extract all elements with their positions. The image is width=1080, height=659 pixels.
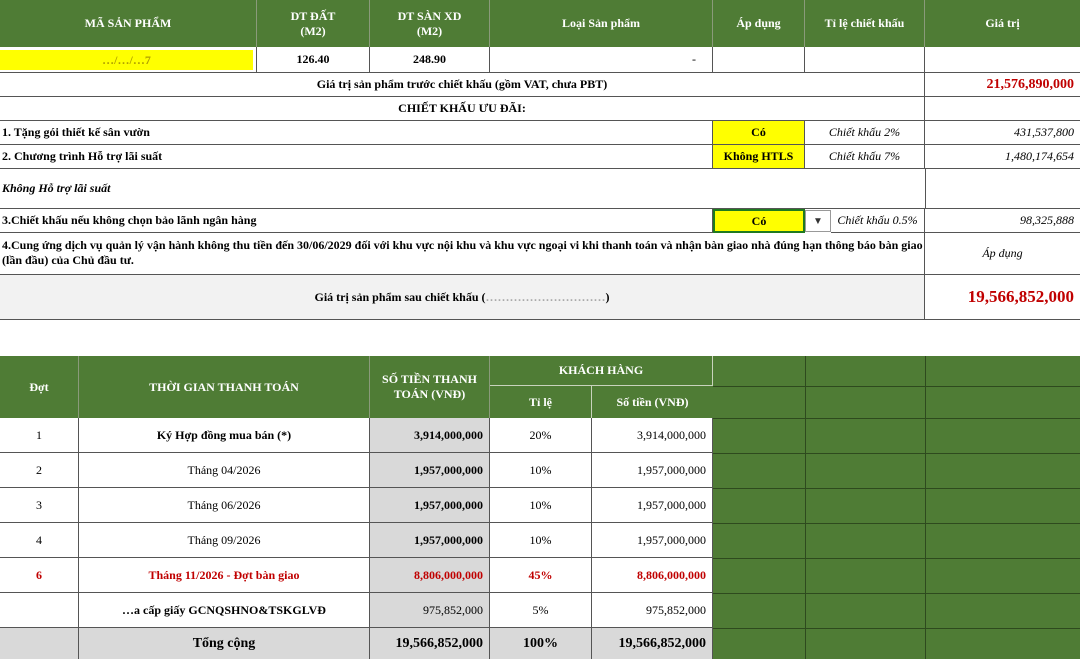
discount-garden-label: 1. Tặng gói thiết kế sân vườn [0, 121, 713, 145]
no-interest-support-value[interactable] [925, 169, 1080, 209]
green-filler-line [713, 593, 1080, 594]
header-discount-rate[interactable]: Tỉ lệ chiết khấu [805, 0, 925, 47]
header-product-code[interactable] [0, 0, 257, 47]
floor-area-value[interactable]: 248.90 [370, 47, 490, 73]
discount-bank-label: 3.Chiết khấu nếu không chọn bảo lãnh ngân hàng [0, 209, 713, 233]
discount-interest-apply[interactable]: Không HTLS [713, 145, 805, 169]
green-filler-area [713, 356, 1080, 659]
total-amount[interactable]: 19,566,852,000 [370, 628, 490, 659]
total-stage-cell [0, 628, 79, 659]
price-after-close: ) [605, 289, 610, 304]
row-time: Tháng 06/2026 [79, 488, 370, 523]
row-customer-amount[interactable]: 1,957,000,000 [592, 488, 713, 523]
row-amount[interactable]: 8,806,000,000 [370, 558, 490, 593]
green-filler-divider [925, 356, 926, 659]
header-stage[interactable]: Đợt [0, 356, 79, 418]
product-type-value[interactable]: - [490, 47, 713, 73]
total-rate[interactable]: 100% [490, 628, 592, 659]
price-after-value[interactable]: 19,566,852,000 [925, 275, 1080, 320]
product-rate-cell[interactable] [805, 47, 925, 73]
discount-garden-value[interactable]: 431,537,800 [925, 121, 1080, 145]
header-land-area[interactable]: DT ĐẤT (M2) [257, 0, 370, 47]
price-before-label: Giá trị sản phẩm trước chiết khấu (gồm VAT, chưa PBT) [0, 73, 925, 97]
header-payment-amount[interactable]: SỐ TIỀN THANH TOÁN (VNĐ) [370, 356, 490, 418]
green-filler-line [713, 628, 1080, 629]
discount-bank-value[interactable]: 98,325,888 [925, 209, 1080, 233]
row-amount[interactable]: 975,852,000 [370, 593, 490, 628]
product-code: …/…/…7 [0, 50, 253, 70]
green-filler-line [713, 558, 1080, 559]
row-rate[interactable]: 10% [490, 488, 592, 523]
row-rate[interactable]: 5% [490, 593, 592, 628]
green-filler-line [713, 488, 1080, 489]
row-customer-amount[interactable]: 3,914,000,000 [592, 418, 713, 453]
row-time: Tháng 09/2026 [79, 523, 370, 558]
row-stage: 6 [0, 558, 79, 593]
row-time: Ký Hợp đồng mua bán (*) [79, 418, 370, 453]
green-filler-line [713, 386, 1080, 387]
product-apply-cell[interactable] [713, 47, 805, 73]
header-apply[interactable]: Áp dụng [713, 0, 805, 47]
row-customer-amount[interactable]: 8,806,000,000 [592, 558, 713, 593]
row-time: Tháng 04/2026 [79, 453, 370, 488]
header-customer-amount[interactable]: Số tiền (VNĐ) [592, 386, 713, 418]
product-code-cell[interactable] [0, 47, 257, 73]
discount-title: CHIẾT KHẤU ƯU ĐÃI: [0, 97, 925, 121]
header-product-type[interactable]: Loại Sản phẩm [490, 0, 713, 47]
header-value[interactable]: Giá trị [925, 0, 1080, 47]
discount-bank-apply[interactable]: Có [713, 209, 805, 233]
service-text: 4.Cung ứng dịch vụ quản lý vận hành không thu tiền đến 30/06/2029 đối với khu vực nội khu và khu vực ngoại vi khi thanh toán và nhận bàn giao nhà đúng hạn thông báo bàn giao (lần đầu) của Chủ đầu tư. [0, 233, 925, 275]
price-after-label: Giá trị sản phẩm sau chiết khấu ( [314, 289, 486, 304]
green-filler-line [713, 523, 1080, 524]
discount-interest-rate: Chiết khấu 7% [805, 145, 925, 169]
row-time: Tháng 11/2026 - Đợt bàn giao [79, 558, 370, 593]
dropdown-arrow-icon[interactable]: ▼ [805, 210, 831, 232]
row-time: …a cấp giấy GCNQSHNO&TSKGLVĐ [79, 593, 370, 628]
row-stage: 2 [0, 453, 79, 488]
header-label: MÃ SẢN PHẨM [84, 16, 172, 30]
land-area-value[interactable]: 126.40 [257, 47, 370, 73]
row-customer-amount[interactable]: 1,957,000,000 [592, 453, 713, 488]
row-rate[interactable]: 20% [490, 418, 592, 453]
discount-garden-rate: Chiết khấu 2% [805, 121, 925, 145]
green-filler-line [713, 418, 1080, 419]
discount-bank-rate: Chiết khấu 0.5% [831, 209, 925, 233]
row-stage [0, 593, 79, 628]
product-value-cell[interactable] [925, 47, 1080, 73]
row-customer-amount[interactable]: 1,957,000,000 [592, 523, 713, 558]
green-filler-line [713, 453, 1080, 454]
total-label: Tổng cộng [79, 628, 370, 659]
total-customer-amount[interactable]: 19,566,852,000 [592, 628, 713, 659]
price-after-label-cell [0, 275, 925, 320]
row-rate[interactable]: 10% [490, 453, 592, 488]
row-amount[interactable]: 1,957,000,000 [370, 523, 490, 558]
row-amount[interactable]: 1,957,000,000 [370, 488, 490, 523]
row-stage: 1 [0, 418, 79, 453]
service-value[interactable]: Áp dụng [925, 233, 1080, 275]
header-customer[interactable]: KHÁCH HÀNG [490, 356, 713, 386]
discount-interest-value[interactable]: 1,480,174,654 [925, 145, 1080, 169]
discount-interest-label: 2. Chương trình Hỗ trợ lãi suất [0, 145, 713, 169]
row-amount[interactable]: 3,914,000,000 [370, 418, 490, 453]
discount-title-value-cell [925, 97, 1080, 121]
header-customer-rate[interactable]: Tỉ lệ [490, 386, 592, 418]
green-filler-divider [805, 356, 806, 659]
price-after-redacted: ………………………… [485, 289, 606, 304]
price-before-value[interactable]: 21,576,890,000 [925, 73, 1080, 97]
row-rate[interactable]: 45% [490, 558, 592, 593]
header-payment-time[interactable]: THỜI GIAN THANH TOÁN [79, 356, 370, 418]
header-floor-area[interactable]: DT SÀN XD (M2) [370, 0, 490, 47]
row-stage: 3 [0, 488, 79, 523]
row-customer-amount[interactable]: 975,852,000 [592, 593, 713, 628]
row-stage: 4 [0, 523, 79, 558]
row-amount[interactable]: 1,957,000,000 [370, 453, 490, 488]
discount-garden-apply[interactable]: Có [713, 121, 805, 145]
no-interest-support-label: Không Hỗ trợ lãi suất [0, 169, 925, 209]
row-rate[interactable]: 10% [490, 523, 592, 558]
